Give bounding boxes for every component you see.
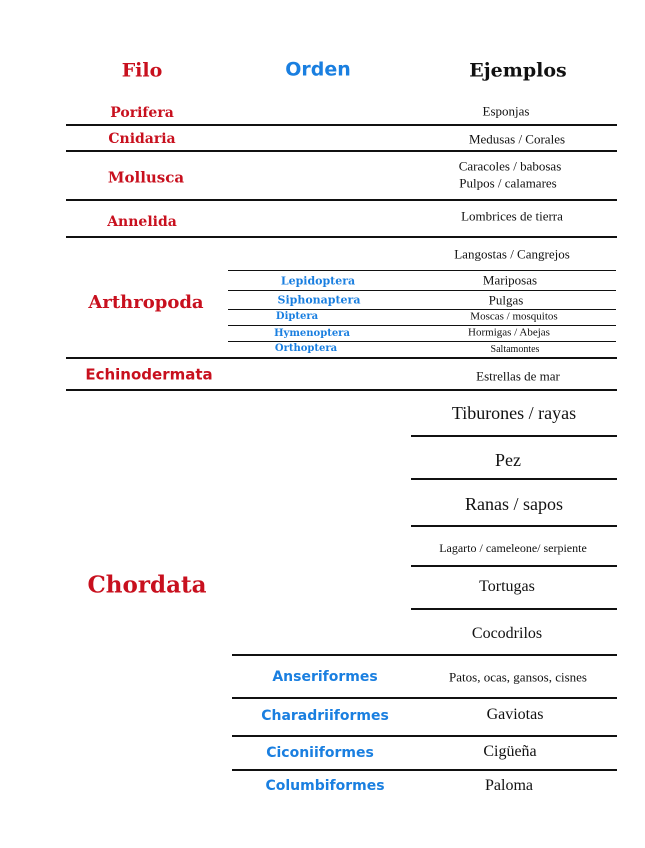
example-orthoptera: Saltamontes (490, 344, 540, 355)
example-ciconiiformes: Cigüeña (483, 743, 537, 760)
order-siphonaptera: Siphonaptera (277, 293, 361, 307)
header-examples: Ejemplos (469, 59, 567, 82)
example-columbiformes: Paloma (485, 777, 533, 794)
example-echinodermata: Estrellas de mar (476, 368, 560, 384)
order-charadriiformes: Charadriiformes (261, 708, 389, 724)
divider (66, 199, 617, 201)
example-charadriiformes: Gaviotas (486, 706, 544, 723)
example-chordata-lizards: Lagarto / cameleone/ serpiente (439, 541, 587, 555)
example-hymenoptera: Hormigas / Abejas (468, 326, 550, 339)
divider (232, 735, 617, 737)
example-chordata-turtles: Tortugas (479, 578, 535, 595)
divider (66, 357, 617, 359)
phylum-porifera: Porifera (110, 105, 174, 121)
order-diptera: Diptera (275, 311, 319, 322)
phylum-echinodermata: Echinodermata (85, 365, 213, 384)
order-ciconiiformes: Ciconiiformes (266, 745, 374, 761)
divider (228, 325, 616, 326)
divider (411, 525, 617, 527)
order-orthoptera: Orthoptera (274, 343, 338, 354)
divider (232, 769, 617, 771)
phylum-annelida: Annelida (107, 214, 177, 230)
phylum-mollusca: Mollusca (107, 168, 185, 187)
example-chordata-frogs: Ranas / sapos (465, 494, 563, 514)
phylum-cnidaria: Cnidaria (108, 131, 176, 147)
example-arthropoda: Langostas / Cangrejos (454, 246, 570, 262)
order-hymenoptera: Hymenoptera (274, 328, 350, 339)
divider (228, 309, 616, 310)
header-phylum: Filo (121, 59, 163, 82)
phylum-chordata: Chordata (87, 571, 207, 599)
example-lepidoptera: Mariposas (482, 272, 538, 288)
example-mollusca-2: Pulpos / calamares (459, 175, 557, 191)
example-anseriformes: Patos, ocas, gansos, cisnes (449, 669, 587, 685)
order-columbiformes: Columbiformes (265, 778, 385, 794)
divider (411, 608, 617, 610)
example-diptera: Moscas / mosquitos (470, 310, 558, 323)
divider (66, 150, 617, 152)
divider (66, 124, 617, 126)
divider (411, 565, 617, 567)
example-cnidaria: Medusas / Corales (468, 131, 566, 147)
example-chordata-fish: Pez (495, 450, 521, 470)
header-order: Orden (285, 58, 351, 81)
example-chordata-sharks: Tiburones / rayas (451, 403, 577, 423)
order-anseriformes: Anseriformes (272, 669, 378, 685)
example-annelida: Lombrices de tierra (461, 208, 563, 224)
example-chordata-crocodiles: Cocodrilos (471, 625, 543, 642)
divider (411, 478, 617, 480)
divider (228, 341, 616, 342)
example-siphonaptera: Pulgas (488, 292, 524, 308)
divider (228, 270, 616, 271)
example-porifera: Esponjas (482, 103, 530, 119)
example-mollusca-1: Caracoles / babosas (458, 158, 562, 174)
order-lepidoptera: Lepidoptera (280, 274, 356, 288)
divider (411, 435, 617, 437)
divider (66, 389, 617, 391)
divider (228, 290, 616, 291)
divider (232, 654, 617, 656)
divider (232, 697, 617, 699)
phylum-arthropoda: Arthropoda (88, 292, 204, 313)
divider (66, 236, 617, 238)
